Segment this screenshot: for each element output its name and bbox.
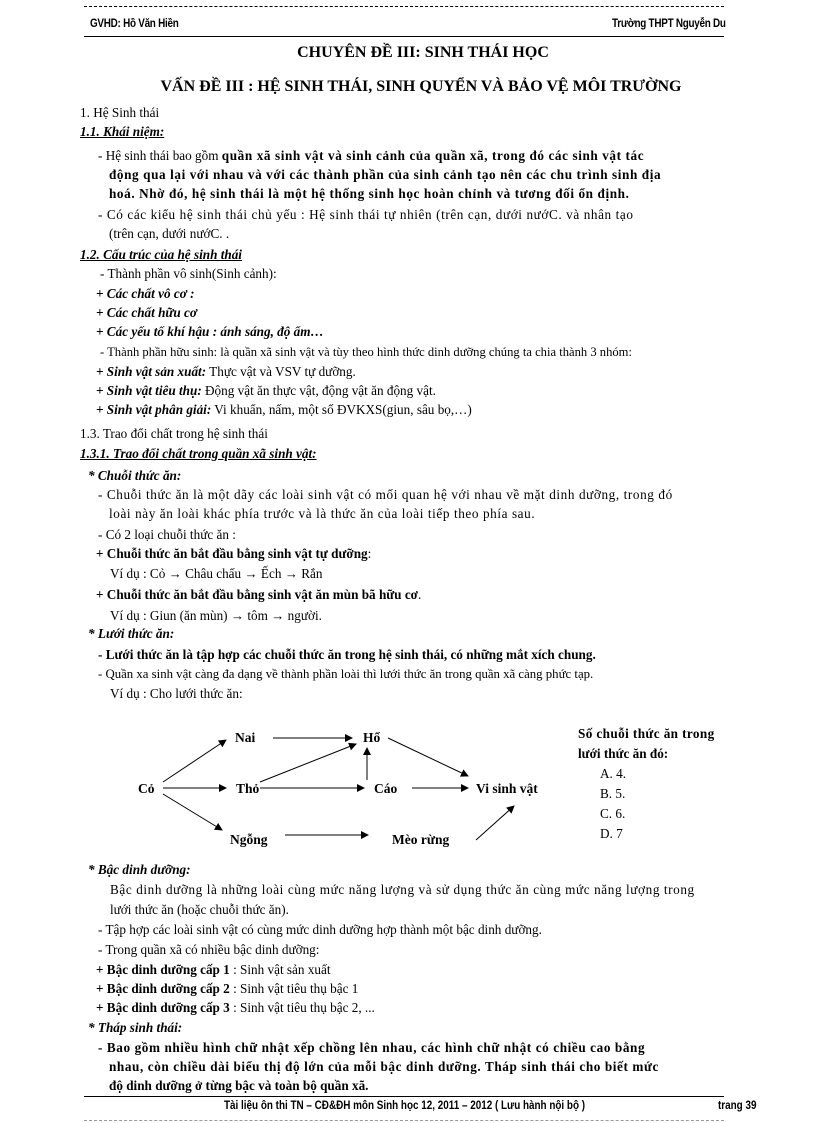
- food-web-diagram: [130, 718, 570, 858]
- heading-food-web: * Lưới thức ăn:: [88, 626, 175, 641]
- footer-rule: [84, 1096, 724, 1097]
- page-number: trang 39: [718, 1100, 757, 1112]
- para-ecosystem-def-2: động qua lại với nhau và với các thành phần của sinh cảnh tạo nên các chu trình sinh địa: [109, 167, 662, 182]
- section-title: VẤN ĐỀ III : HỆ SINH THÁI, SINH QUYỂN VÀ BẢO VỆ MÔI TRƯỜNG: [160, 78, 682, 95]
- para-two-types: - Có 2 loại chuỗi thức ăn :: [98, 527, 236, 542]
- list-climate: + Các yếu tố khí hậu : ánh sáng, độ ẩm…: [96, 324, 324, 339]
- question-line-1: Số chuỗi thức ăn trong: [578, 726, 715, 741]
- arrow-tho-ho: [260, 744, 356, 782]
- header-dashed-line: [84, 6, 724, 7]
- footer-text: Tài liệu ôn thi TN – CĐ&ĐH môn Sinh học 12, 2011 – 2012 ( Lưu hành nội bộ ): [224, 1100, 586, 1112]
- heading-1-2: 1.2. Cấu trúc của hệ sinh thái: [80, 247, 242, 262]
- node-ho: Hổ: [363, 730, 381, 745]
- para-trophic-def: Bậc dinh dưỡng là những loài cùng mức năng lượng và sử dụng thức ăn cùng mức năng lượng trong: [110, 882, 695, 897]
- arrow-co-ngong: [163, 794, 222, 830]
- para-ecosystem-def: - Hệ sinh thái bao gồm quần xã sinh vật và sinh cảnh của quần xã, trong đó các sinh vật tác: [98, 148, 645, 163]
- heading-1-3: 1.3. Trao đổi chất trong hệ sinh thái: [80, 426, 268, 441]
- question-block: [578, 724, 715, 844]
- option-b: B. 5.: [600, 786, 626, 801]
- para-ecosystem-def-3: hoá. Nhờ đó, hệ sinh thái là một hệ thống sinh học hoàn chỉnh và tương đối ổn định.: [109, 186, 630, 201]
- node-vsv: Vi sinh vật: [476, 781, 538, 796]
- para-trophic-many: - Trong quần xã có nhiều bậc dinh dưỡng:: [98, 942, 320, 957]
- heading-trophic-level: * Bậc dinh dưỡng:: [88, 862, 191, 877]
- para-trophic-def-2: lưới thức ăn (hoặc chuỗi thức ăn).: [110, 902, 289, 917]
- header-school: Trường THPT Nguyễn Du: [612, 18, 726, 30]
- list-chain-detritus: + Chuỗi thức ăn bắt đầu bằng sinh vật ăn mùn bã hữu cơ.: [96, 587, 422, 602]
- para-food-web-def: - Lưới thức ăn là tập hợp các chuỗi thức ăn trong hệ sinh thái, có những mắt xích chung.: [98, 647, 596, 662]
- list-inorganic: + Các chất vô cơ :: [96, 286, 195, 301]
- arrow-ho-vsv: [388, 738, 468, 776]
- list-consumers: + Sinh vật tiêu thụ: Động vật ăn thực vật, động vật ăn động vật.: [96, 383, 436, 398]
- heading-eco-pyramid: * Tháp sinh thái:: [88, 1020, 183, 1035]
- node-cao: Cáo: [374, 781, 398, 796]
- list-level-2: + Bậc dinh dưỡng cấp 2 : Sinh vật tiêu thụ bậc 1: [96, 981, 359, 996]
- para-ecosystem-types: - Có các kiểu hệ sinh thái chủ yếu : Hệ sinh thái tự nhiên (trên cạn, dưới nướC. và nhân tạo: [98, 207, 634, 222]
- para-ecosystem-types-2: (trên cạn, dưới nướC. .: [109, 226, 230, 241]
- para-pyramid-1: - Bao gồm nhiều hình chữ nhật xếp chồng lên nhau, các hình chữ nhật có chiều cao bằng: [98, 1040, 646, 1055]
- node-tho: Thỏ: [236, 781, 260, 796]
- header-rule: [84, 36, 724, 37]
- para-trophic-group: - Tập hợp các loài sinh vật có cùng mức dinh dưỡng hợp thành một bậc dinh dưỡng.: [98, 922, 542, 937]
- option-c: C. 6.: [600, 806, 626, 821]
- para-food-web-diversity: - Quần xa sinh vật càng đa dạng về thành phần loài thì lưới thức ăn trong quần xã càng phức tạp.: [98, 667, 594, 681]
- arrow-meo-vsv: [476, 806, 514, 840]
- para-pyramid-2: nhau, còn chiều dài biểu thị độ lớn của mỗi bậc dinh dưỡng. Tháp sinh thái cho biết mức: [109, 1059, 659, 1074]
- option-a: A. 4.: [600, 766, 627, 781]
- arrow-co-nai: [163, 740, 226, 782]
- example-worm-chain: Ví dụ : Giun (ăn mùn) → tôm → người.: [110, 608, 322, 623]
- list-chain-autotroph: + Chuỗi thức ăn bắt đầu bằng sinh vật tự dưỡng:: [96, 546, 372, 561]
- footer-dashed-line: [84, 1120, 724, 1121]
- header-teacher: GVHD: Hồ Văn Hiền: [90, 18, 179, 30]
- node-co: Cỏ: [138, 781, 155, 796]
- option-d: D. 7: [600, 826, 623, 841]
- node-meo: Mèo rừng: [392, 832, 450, 847]
- heading-1: 1. Hệ Sinh thái: [80, 105, 160, 120]
- para-food-chain-def: - Chuỗi thức ăn là một dãy các loài sinh vật có mối quan hệ với nhau về mặt dinh dưỡng, trong đó: [98, 487, 673, 502]
- para-pyramid-3: độ dinh dưỡng ở từng bậc và toàn bộ quần xã.: [109, 1078, 369, 1093]
- heading-food-chain: * Chuỗi thức ăn:: [88, 468, 182, 483]
- para-example-web: Ví dụ : Cho lưới thức ăn:: [110, 686, 243, 701]
- list-organic: + Các chất hữu cơ: [96, 305, 197, 320]
- list-level-1: + Bậc dinh dưỡng cấp 1 : Sinh vật sản xuất: [96, 962, 331, 977]
- list-level-3: + Bậc dinh dưỡng cấp 3 : Sinh vật tiêu thụ bậc 2, ...: [96, 1000, 375, 1015]
- node-nai: Nai: [235, 730, 256, 745]
- node-ngong: Ngỗng: [230, 832, 268, 847]
- example-grass-chain: Ví dụ : Cỏ → Châu chấu → Ếch → Rắn: [110, 566, 323, 581]
- question-line-2: lưới thức ăn đó:: [578, 746, 669, 761]
- para-food-chain-def-2: loài này ăn loài khác phía trước và là thức ăn của loài tiếp theo phía sau.: [109, 506, 536, 521]
- heading-1-3-1: 1.3.1. Trao đổi chất trong quần xã sinh vật:: [80, 446, 317, 461]
- list-producers: + Sinh vật sản xuất: Thực vật và VSV tự dưỡng.: [96, 364, 356, 379]
- list-biotic: - Thành phần hữu sinh: là quần xã sinh vật và tùy theo hình thức dinh dưỡng chúng ta chia thành 3 nhóm:: [100, 345, 632, 359]
- heading-1-1: 1.1. Khái niệm:: [80, 124, 165, 139]
- list-decomposers: + Sinh vật phân giải: Vi khuẩn, nấm, một số ĐVKXS(giun, sâu bọ,…): [96, 402, 472, 417]
- list-abiotic: - Thành phần vô sinh(Sinh cảnh):: [100, 266, 277, 281]
- chapter-title: CHUYÊN ĐỀ III: SINH THÁI HỌC: [297, 44, 549, 61]
